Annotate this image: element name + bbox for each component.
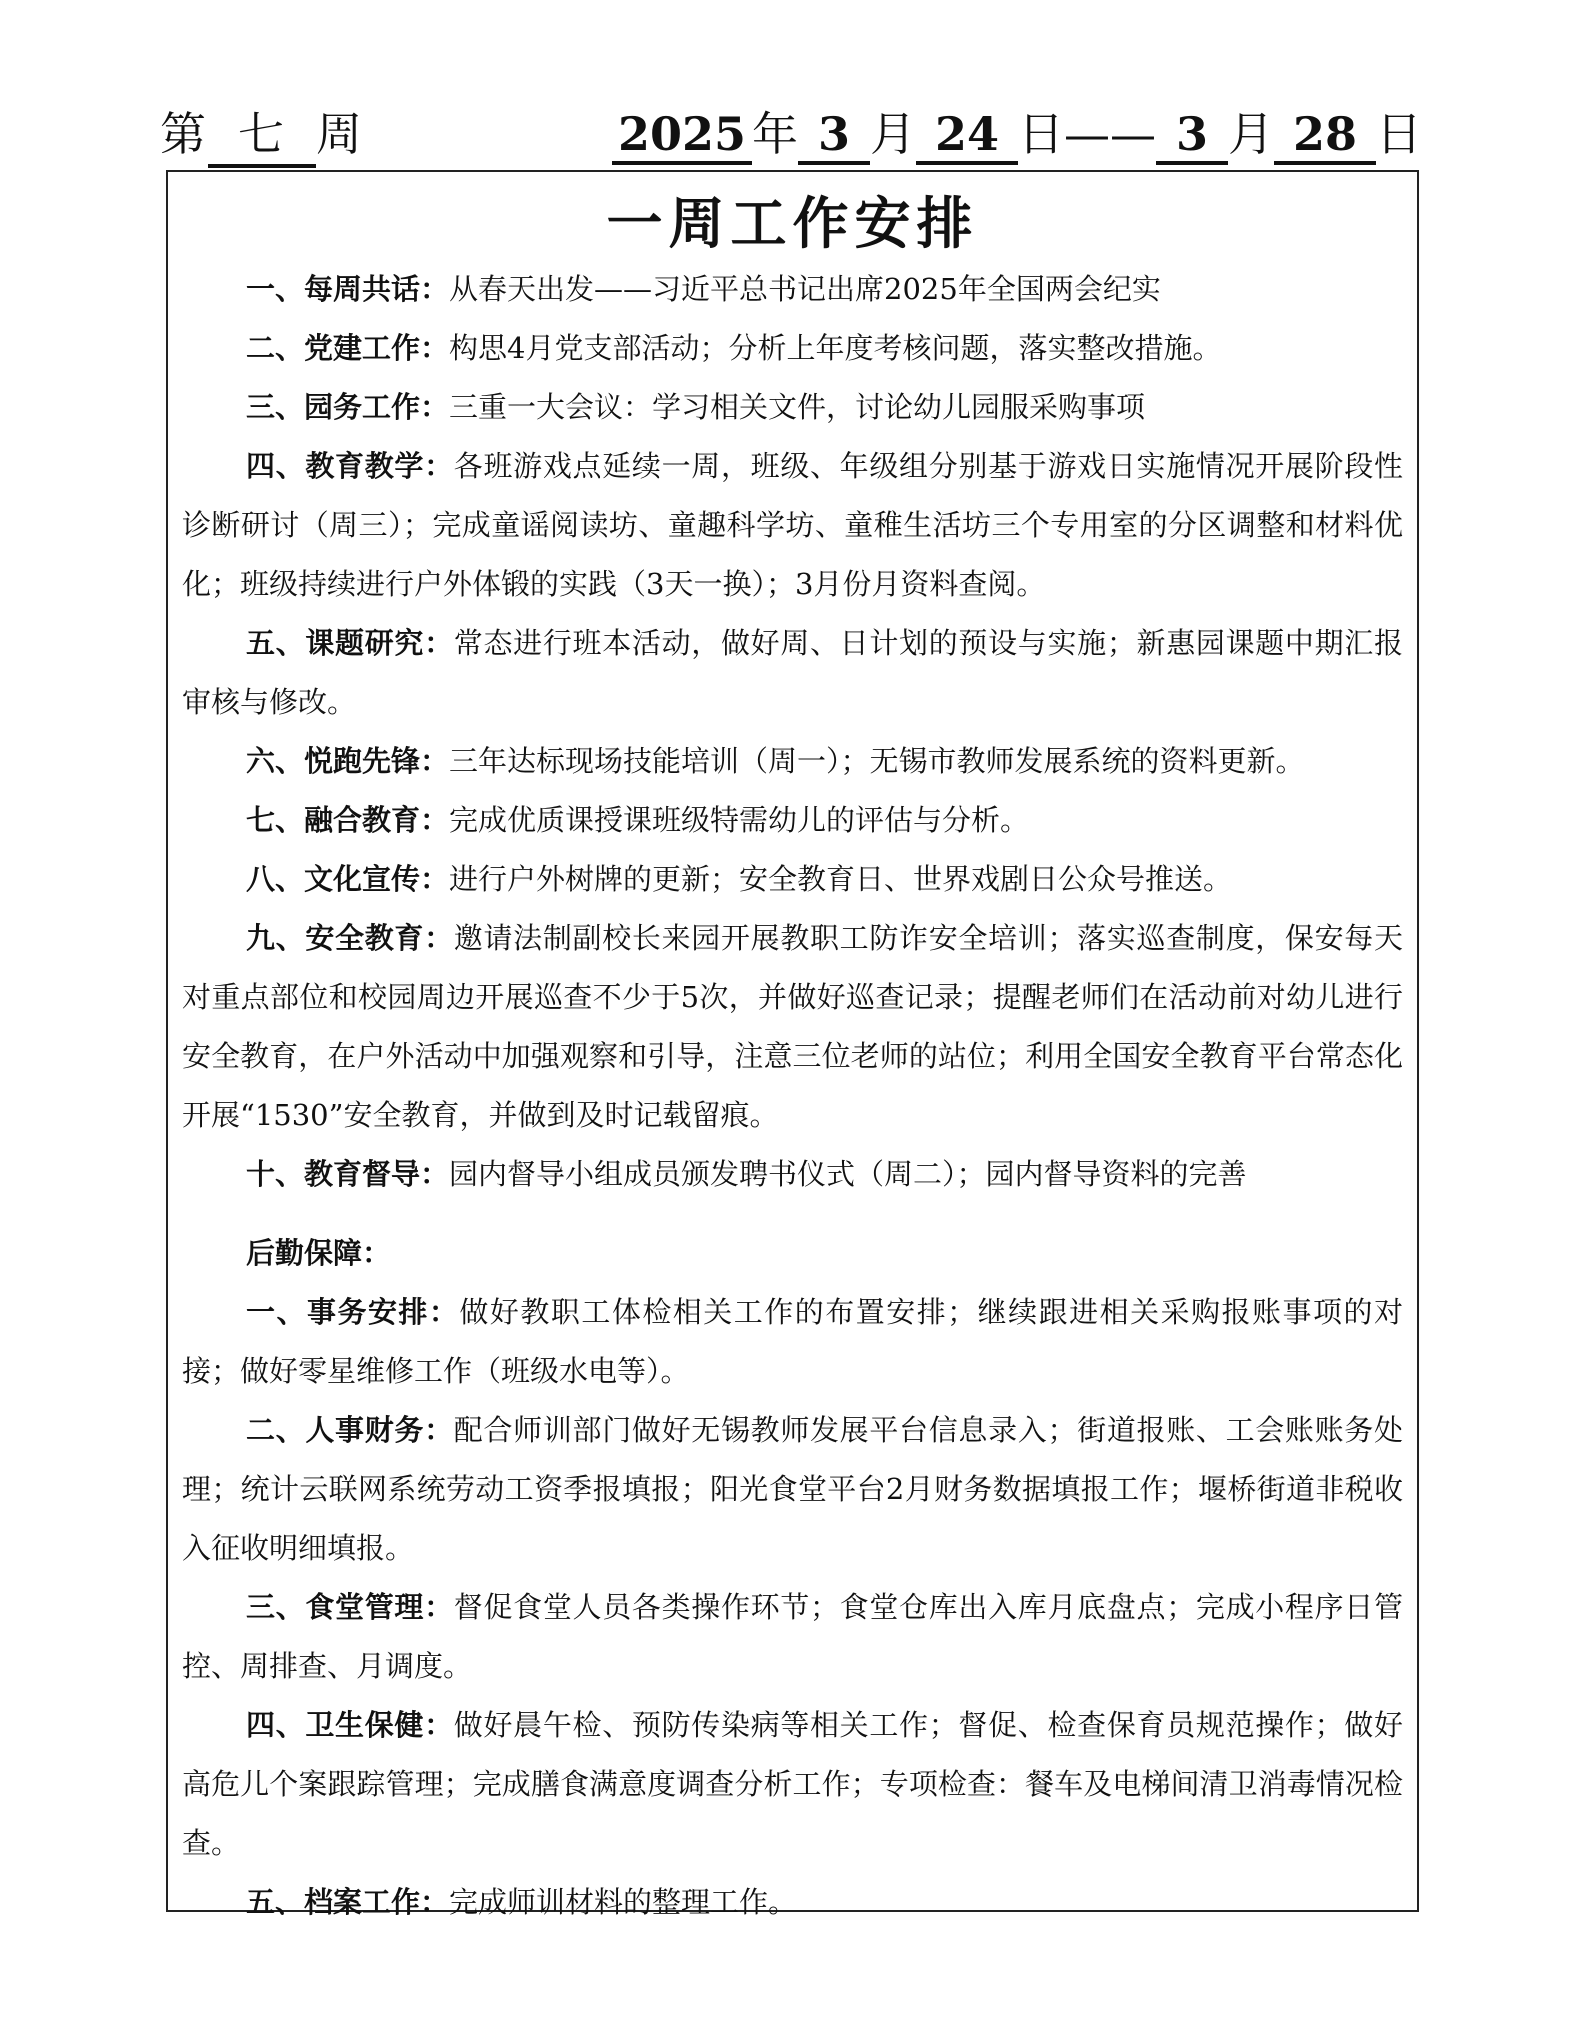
section-text: 各班游戏点延续一周，班级、年级组分别基于游戏日实施情况开展阶段性诊断研讨（周三）；完成童谣阅读坊、童趣科学坊、童稚生活坊三个专用室的分区调整和材料优化；班级持续进行户外体锻的实践（3天一换）；3月份月资料查阅。 bbox=[182, 449, 1403, 601]
logistics-item bbox=[182, 1401, 1403, 1578]
section-item bbox=[182, 378, 1403, 437]
section-heading: 七、融合教育： bbox=[246, 803, 450, 837]
schedule-box bbox=[166, 170, 1419, 1919]
logistics-heading: 一、事务安排： bbox=[246, 1295, 460, 1329]
section-text: 构思4月党支部活动；分析上年度考核问题，落实整改措施。 bbox=[449, 331, 1222, 365]
section-text: 三重一大会议：学习相关文件，讨论幼儿园服采购事项 bbox=[449, 390, 1146, 424]
logistics-text: 督促食堂人员各类操作环节；食堂仓库出入库月底盘点；完成小程序日管控、周排查、月调度。 bbox=[182, 1590, 1403, 1683]
logistics-heading: 四、卫生保健： bbox=[246, 1708, 454, 1742]
section-heading: 三、园务工作： bbox=[246, 390, 450, 424]
logistics-text: 完成师训材料的整理工作。 bbox=[449, 1885, 798, 1919]
section-item bbox=[182, 850, 1403, 909]
week-header bbox=[160, 98, 1422, 170]
section-item bbox=[182, 260, 1403, 319]
logistics-item bbox=[182, 1578, 1403, 1696]
start-day: 24 bbox=[916, 107, 1018, 165]
month-char: 月 bbox=[870, 107, 916, 161]
section-text: 邀请法制副校长来园开展教职工防诈安全培训；落实巡查制度，保安每天对重点部位和校园周边开展巡查不少于5次，并做好巡查记录；提醒老师们在活动前对幼儿进行安全教育，在户外活动中加强观察和引导，注意三位老师的站位；利用全国安全教育平台常态化开展“1530”安全教育，并做到及时记载留痕。 bbox=[182, 921, 1403, 1132]
end-month-char: 月 bbox=[1228, 107, 1274, 161]
section-item bbox=[182, 909, 1403, 1145]
logistics-heading: 五、档案工作： bbox=[246, 1885, 450, 1919]
section-item bbox=[182, 1145, 1403, 1204]
end-month: 3 bbox=[1156, 107, 1228, 165]
section-text: 常态进行班本活动，做好周、日计划的预设与实施；新惠园课题中期汇报审核与修改。 bbox=[182, 626, 1403, 719]
logistics-item bbox=[182, 1696, 1403, 1873]
logistics-heading: 三、食堂管理： bbox=[246, 1590, 454, 1624]
week-label bbox=[160, 98, 364, 168]
page-title: 一周工作安排 bbox=[606, 192, 979, 257]
section-item bbox=[182, 319, 1403, 378]
logistics-title: 后勤保障： bbox=[246, 1236, 392, 1270]
logistics-item bbox=[182, 1283, 1403, 1401]
logistics-text: 做好晨午检、预防传染病等相关工作；督促、检查保育员规范操作；做好高危儿个案跟踪管理；完成膳食满意度调查分析工作；专项检查：餐车及电梯间清卫消毒情况检查。 bbox=[182, 1708, 1403, 1860]
week-suffix: 周 bbox=[316, 107, 364, 161]
logistics-item bbox=[182, 1873, 1403, 1932]
day-char: 日—— bbox=[1018, 107, 1156, 161]
year-char: 年 bbox=[752, 107, 798, 161]
logistics-heading: 二、人事财务： bbox=[246, 1413, 454, 1447]
section-text: 进行户外树牌的更新；安全教育日、世界戏剧日公众号推送。 bbox=[449, 862, 1233, 896]
section-heading: 五、课题研究： bbox=[246, 626, 454, 660]
spacer bbox=[182, 1204, 1403, 1224]
date-range bbox=[612, 98, 1422, 165]
end-day-char: 日 bbox=[1376, 107, 1422, 161]
week-prefix: 第 bbox=[160, 107, 208, 161]
section-item bbox=[182, 791, 1403, 850]
section-text: 三年达标现场技能培训（周一）；无锡市教师发展系统的资料更新。 bbox=[449, 744, 1305, 778]
section-heading: 八、文化宣传： bbox=[246, 862, 450, 896]
start-month: 3 bbox=[798, 107, 870, 165]
section-item bbox=[182, 614, 1403, 732]
section-item bbox=[182, 732, 1403, 791]
section-heading: 二、党建工作： bbox=[246, 331, 450, 365]
section-item bbox=[182, 437, 1403, 614]
section-heading: 九、安全教育： bbox=[246, 921, 454, 955]
schedule-content bbox=[182, 260, 1403, 1932]
section-text: 完成优质课授课班级特需幼儿的评估与分析。 bbox=[449, 803, 1030, 837]
year: 2025 bbox=[612, 107, 752, 165]
section-heading: 四、教育教学： bbox=[246, 449, 454, 483]
section-text: 从春天出发——习近平总书记出席2025年全国两会纪实 bbox=[449, 272, 1161, 306]
section-heading: 一、每周共话： bbox=[246, 272, 450, 306]
week-number: 七 bbox=[208, 98, 316, 168]
logistics-text: 配合师训部门做好无锡教师发展平台信息录入；街道报账、工会账账务处理；统计云联网系统劳动工资季报填报；阳光食堂平台2月财务数据填报工作；堰桥街道非税收入征收明细填报。 bbox=[182, 1413, 1403, 1565]
section-heading: 六、悦跑先锋： bbox=[246, 744, 450, 778]
section-text: 园内督导小组成员颁发聘书仪式（周二）；园内督导资料的完善 bbox=[449, 1157, 1247, 1191]
logistics-text: 做好教职工体检相关工作的布置安排；继续跟进相关采购报账事项的对接；做好零星维修工作（班级水电等）。 bbox=[182, 1295, 1403, 1388]
section-heading: 十、教育督导： bbox=[246, 1157, 450, 1191]
end-day: 28 bbox=[1274, 107, 1376, 165]
